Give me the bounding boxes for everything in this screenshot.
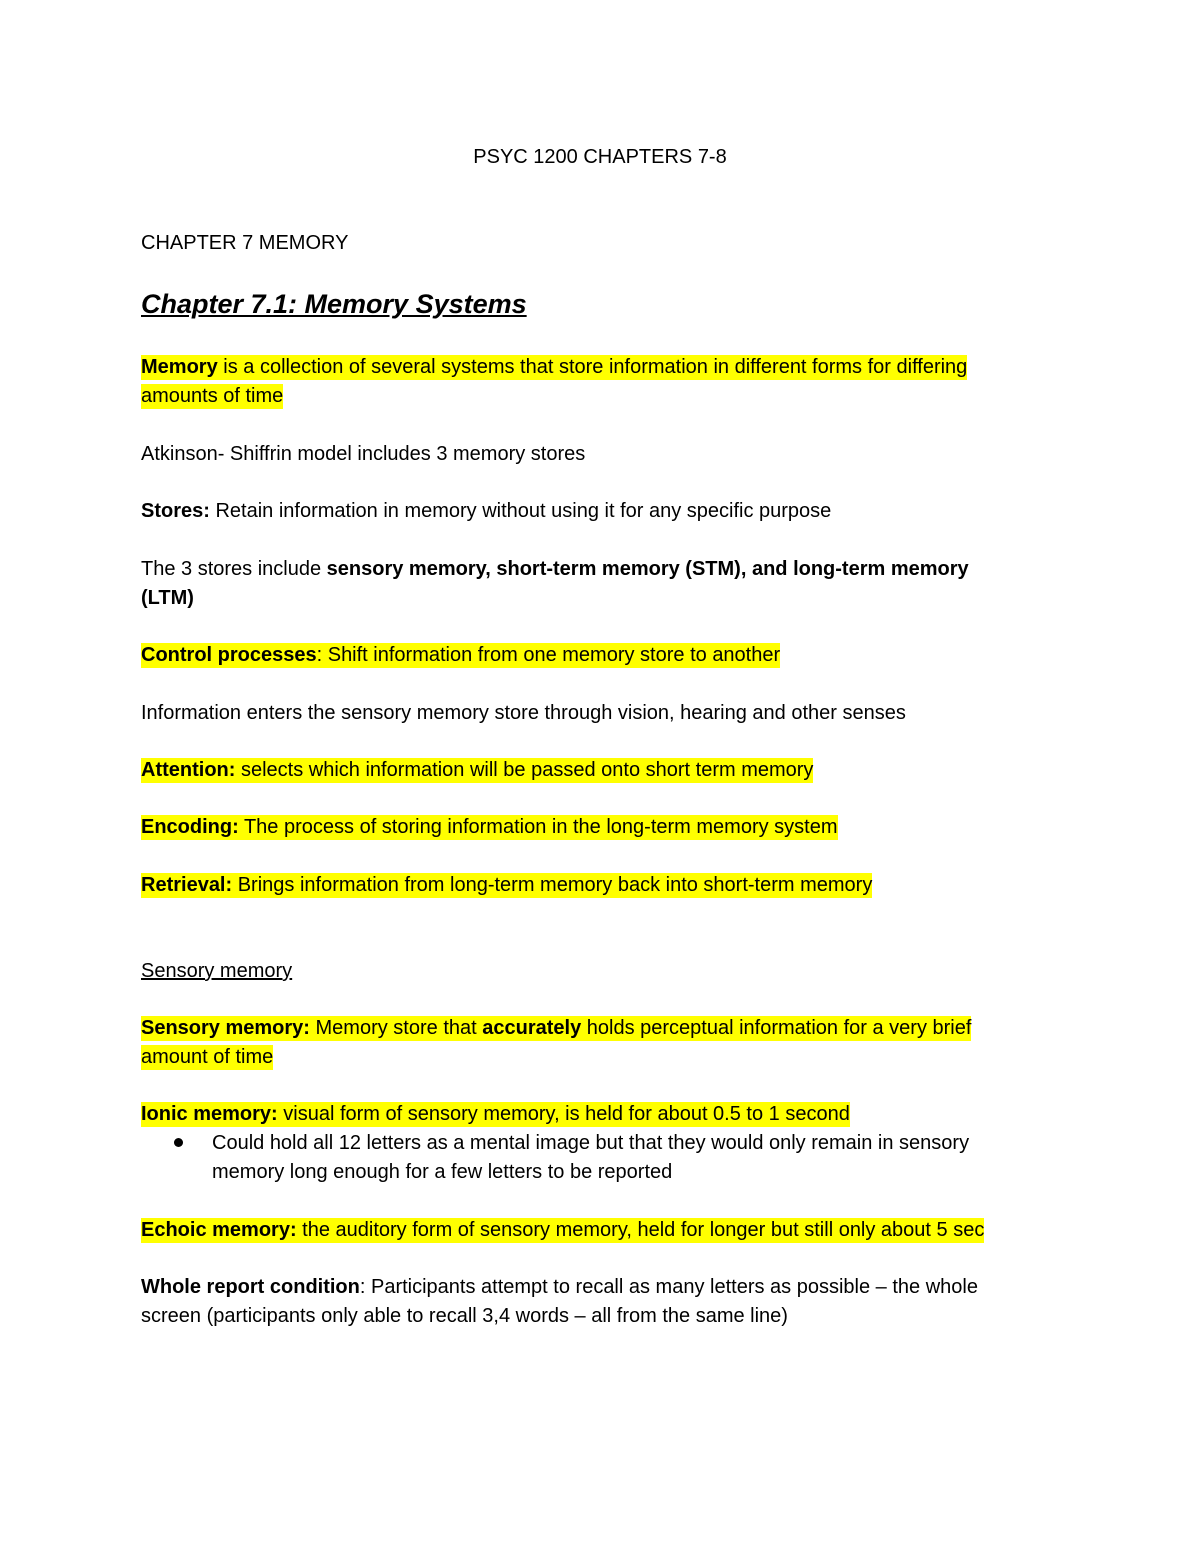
three-stores-line-2: (LTM) bbox=[141, 587, 194, 609]
stores-definition: Stores: Retain information in memory without using it for any specific purpose bbox=[141, 500, 832, 522]
chapter-heading: CHAPTER 7 MEMORY bbox=[141, 232, 349, 254]
encoding-definition: Encoding: The process of storing information in the long-term memory system bbox=[141, 816, 838, 838]
sensory-memory-definition-line-2: amount of time bbox=[141, 1046, 274, 1068]
whole-report-line-1: Whole report condition: Participants attempt to recall as many letters as possible – the whole bbox=[141, 1276, 978, 1298]
three-stores-line-1: The 3 stores include sensory memory, short-term memory (STM), and long-term memory bbox=[141, 558, 969, 580]
echoic-memory-definition: Echoic memory: the auditory form of sensory memory, held for longer but still only about 5 sec bbox=[141, 1219, 985, 1241]
retrieval-definition: Retrieval: Brings information from long-term memory back into short-term memory bbox=[141, 874, 873, 896]
document-title: PSYC 1200 CHAPTERS 7-8 bbox=[473, 146, 727, 168]
atkinson-paragraph: Atkinson- Shiffrin model includes 3 memory stores bbox=[141, 443, 586, 465]
information-paragraph: Information enters the sensory memory store through vision, hearing and other senses bbox=[141, 702, 906, 724]
memory-term: Memory bbox=[141, 356, 218, 378]
bullet-item-line-2: memory long enough for a few letters to be reported bbox=[212, 1161, 673, 1183]
control-processes-definition: Control processes: Shift information from one memory store to another bbox=[141, 644, 781, 666]
attention-definition: Attention: selects which information will be passed onto short term memory bbox=[141, 759, 814, 781]
memory-definition-line-1: Memory is a collection of several systems that store information in different forms for differing bbox=[141, 356, 968, 378]
bullet-item-line-1: Could hold all 12 letters as a mental image but that they would only remain in sensory bbox=[212, 1132, 970, 1154]
whole-report-line-2: screen (participants only able to recall 3,4 words – all from the same line) bbox=[141, 1305, 788, 1327]
sensory-memory-subheading: Sensory memory bbox=[141, 960, 293, 982]
section-heading: Chapter 7.1: Memory Systems bbox=[141, 289, 527, 319]
memory-definition-line-2: amounts of time bbox=[141, 385, 284, 407]
ionic-memory-definition: Ionic memory: visual form of sensory memory, is held for about 0.5 to 1 second bbox=[141, 1103, 850, 1125]
bullet-icon bbox=[174, 1138, 183, 1147]
sensory-memory-definition-line-1: Sensory memory: Memory store that accurately holds perceptual information for a very brief bbox=[141, 1017, 972, 1039]
